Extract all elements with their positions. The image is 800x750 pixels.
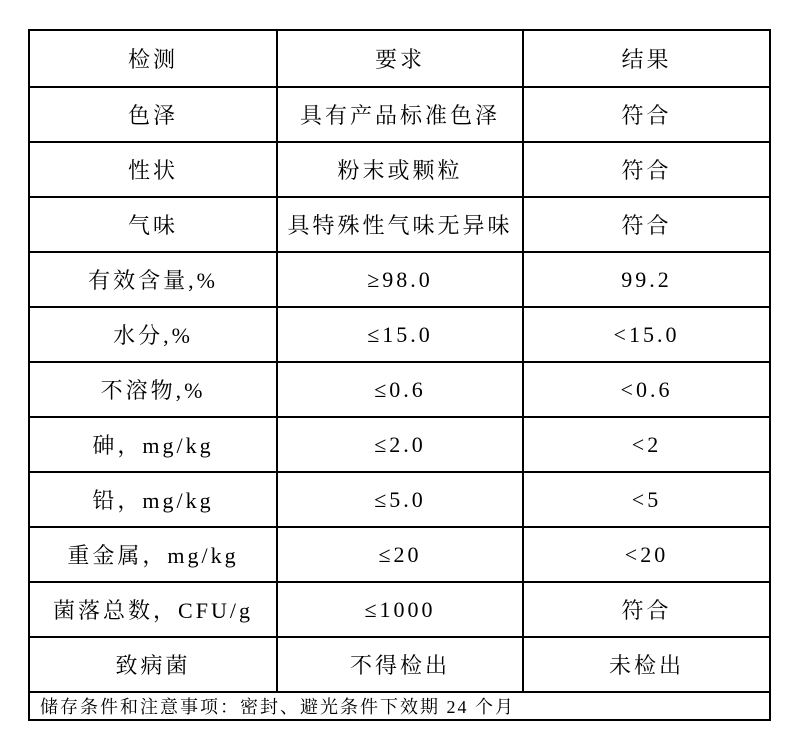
inspection-table — [28, 29, 771, 721]
cell-requirement: ≤5.0 — [277, 472, 523, 527]
cell-result: 符合 — [523, 582, 770, 637]
header-row — [29, 30, 770, 87]
cell-requirement: 不得检出 — [277, 637, 523, 692]
cell-item: 水分,% — [29, 307, 277, 362]
table-row — [29, 637, 770, 692]
cell-item: 气味 — [29, 197, 277, 252]
cell-item: 铅，mg/kg — [29, 472, 277, 527]
table-row — [29, 197, 770, 252]
table-row — [29, 582, 770, 637]
col-header-requirement: 要求 — [277, 30, 523, 87]
table-row — [29, 142, 770, 197]
col-header-result: 结果 — [523, 30, 770, 87]
cell-item: 重金属，mg/kg — [29, 527, 277, 582]
cell-result: 符合 — [523, 87, 770, 142]
cell-result: 符合 — [523, 197, 770, 252]
cell-item: 性状 — [29, 142, 277, 197]
table-row — [29, 87, 770, 142]
cell-requirement: ≤1000 — [277, 582, 523, 637]
cell-requirement: ≤0.6 — [277, 362, 523, 417]
cell-item: 不溶物,% — [29, 362, 277, 417]
cell-requirement: ≤20 — [277, 527, 523, 582]
cell-result: <15.0 — [523, 307, 770, 362]
cell-item: 菌落总数，CFU/g — [29, 582, 277, 637]
cell-result: 符合 — [523, 142, 770, 197]
table-row — [29, 252, 770, 307]
cell-result: 99.2 — [523, 252, 770, 307]
cell-requirement: 粉末或颗粒 — [277, 142, 523, 197]
table-row — [29, 527, 770, 582]
cell-requirement: 具有产品标准色泽 — [277, 87, 523, 142]
cell-result: 未检出 — [523, 637, 770, 692]
table-row — [29, 472, 770, 527]
cell-requirement: ≤15.0 — [277, 307, 523, 362]
table-row — [29, 362, 770, 417]
cell-item: 致病菌 — [29, 637, 277, 692]
cell-result: <2 — [523, 417, 770, 472]
col-header-test: 检测 — [29, 30, 277, 87]
cell-item: 有效含量,% — [29, 252, 277, 307]
cell-item: 砷，mg/kg — [29, 417, 277, 472]
cell-requirement: ≥98.0 — [277, 252, 523, 307]
cell-requirement: 具特殊性气味无异味 — [277, 197, 523, 252]
table-body — [29, 87, 770, 692]
cell-requirement: ≤2.0 — [277, 417, 523, 472]
footer-row — [29, 692, 770, 720]
cell-result: <0.6 — [523, 362, 770, 417]
table-row — [29, 307, 770, 362]
cell-result: <5 — [523, 472, 770, 527]
storage-note: 储存条件和注意事项：密封、避光条件下效期 24 个月 — [29, 692, 770, 720]
cell-item: 色泽 — [29, 87, 277, 142]
cell-result: <20 — [523, 527, 770, 582]
table-row — [29, 417, 770, 472]
